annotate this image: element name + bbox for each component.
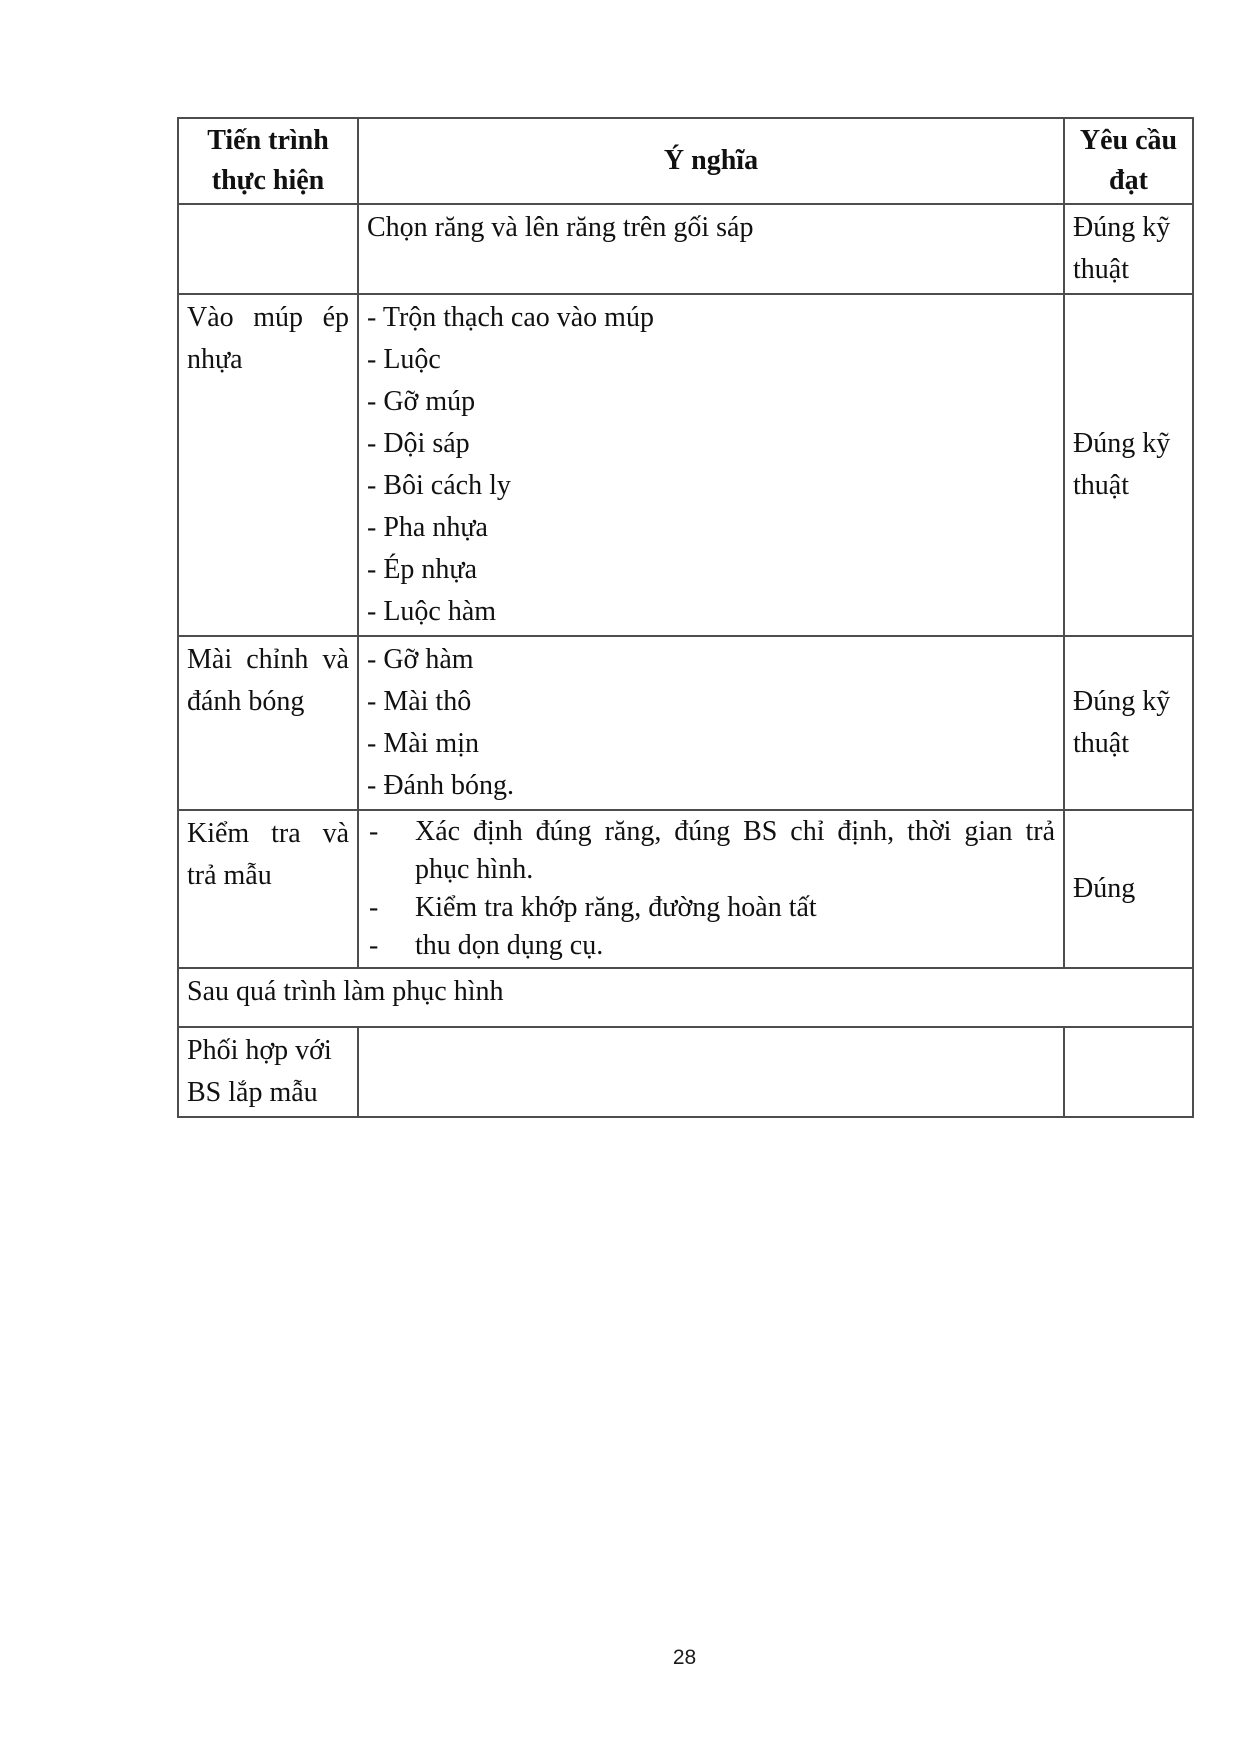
table-row (178, 204, 1193, 294)
section-row (178, 968, 1193, 1027)
table-row (178, 810, 1193, 968)
meaning-item: - Xác định đúng răng, đúng BS chỉ định, thời gian trả phục hình. (367, 813, 1055, 889)
process-cell: Mài chỉnh và đánh bóng (178, 636, 358, 810)
header-requirement: Yêu cầu đạt (1064, 118, 1193, 204)
table-row (178, 294, 1193, 636)
meaning-line: - Luộc (367, 344, 441, 375)
meaning-line: - Gỡ hàm (367, 644, 474, 675)
meaning-cell (358, 636, 1064, 810)
requirement-cell: Đúng (1064, 810, 1193, 968)
requirement-cell: Đúng kỹ thuật (1064, 294, 1193, 636)
section-title: Sau quá trình làm phục hình (178, 968, 1193, 1027)
meaning-cell (358, 810, 1064, 968)
meaning-line: - Mài thô (367, 686, 472, 717)
meaning-cell (358, 1027, 1064, 1117)
requirement-cell: Đúng kỹ thuật (1064, 204, 1193, 294)
page-number: 28 (672, 1646, 697, 1669)
meaning-line: - Đánh bóng. (367, 770, 514, 801)
table-row (178, 1027, 1193, 1117)
meaning-line: Chọn răng và lên răng trên gối sáp (367, 212, 754, 243)
process-cell (178, 204, 358, 294)
requirement-cell: Đúng kỹ thuật (1064, 636, 1193, 810)
table-header-row (178, 118, 1193, 204)
dash-bullet: - (369, 892, 379, 923)
meaning-item: - thu dọn dụng cụ. (367, 927, 1055, 965)
meaning-item: - Kiểm tra khớp răng, đường hoàn tất (367, 889, 1055, 927)
meaning-line: - Bôi cách ly (367, 470, 511, 501)
meaning-line: - Trộn thạch cao vào múp (367, 302, 654, 333)
dash-bullet: - (369, 930, 379, 961)
header-meaning: Ý nghĩa (358, 118, 1064, 204)
process-cell: Kiểm tra và trả mẫu (178, 810, 358, 968)
meaning-cell (358, 294, 1064, 636)
meaning-line: - Dội sáp (367, 428, 470, 459)
meaning-line: - Ép nhựa (367, 554, 478, 585)
meaning-cell (358, 204, 1064, 294)
process-cell: Phối hợp với BS lắp mẫu (178, 1027, 358, 1117)
requirement-cell (1064, 1027, 1193, 1117)
meaning-line: - Pha nhựa (367, 512, 488, 543)
table-row (178, 636, 1193, 810)
process-cell: Vào múp ép nhựa (178, 294, 358, 636)
procedure-table (177, 117, 1194, 1118)
dash-bullet: - (369, 816, 379, 847)
header-process: Tiến trình thực hiện (178, 118, 358, 204)
meaning-line: - Luộc hàm (367, 596, 497, 627)
meaning-line: - Mài mịn (367, 728, 479, 759)
meaning-line: - Gỡ múp (367, 386, 476, 417)
